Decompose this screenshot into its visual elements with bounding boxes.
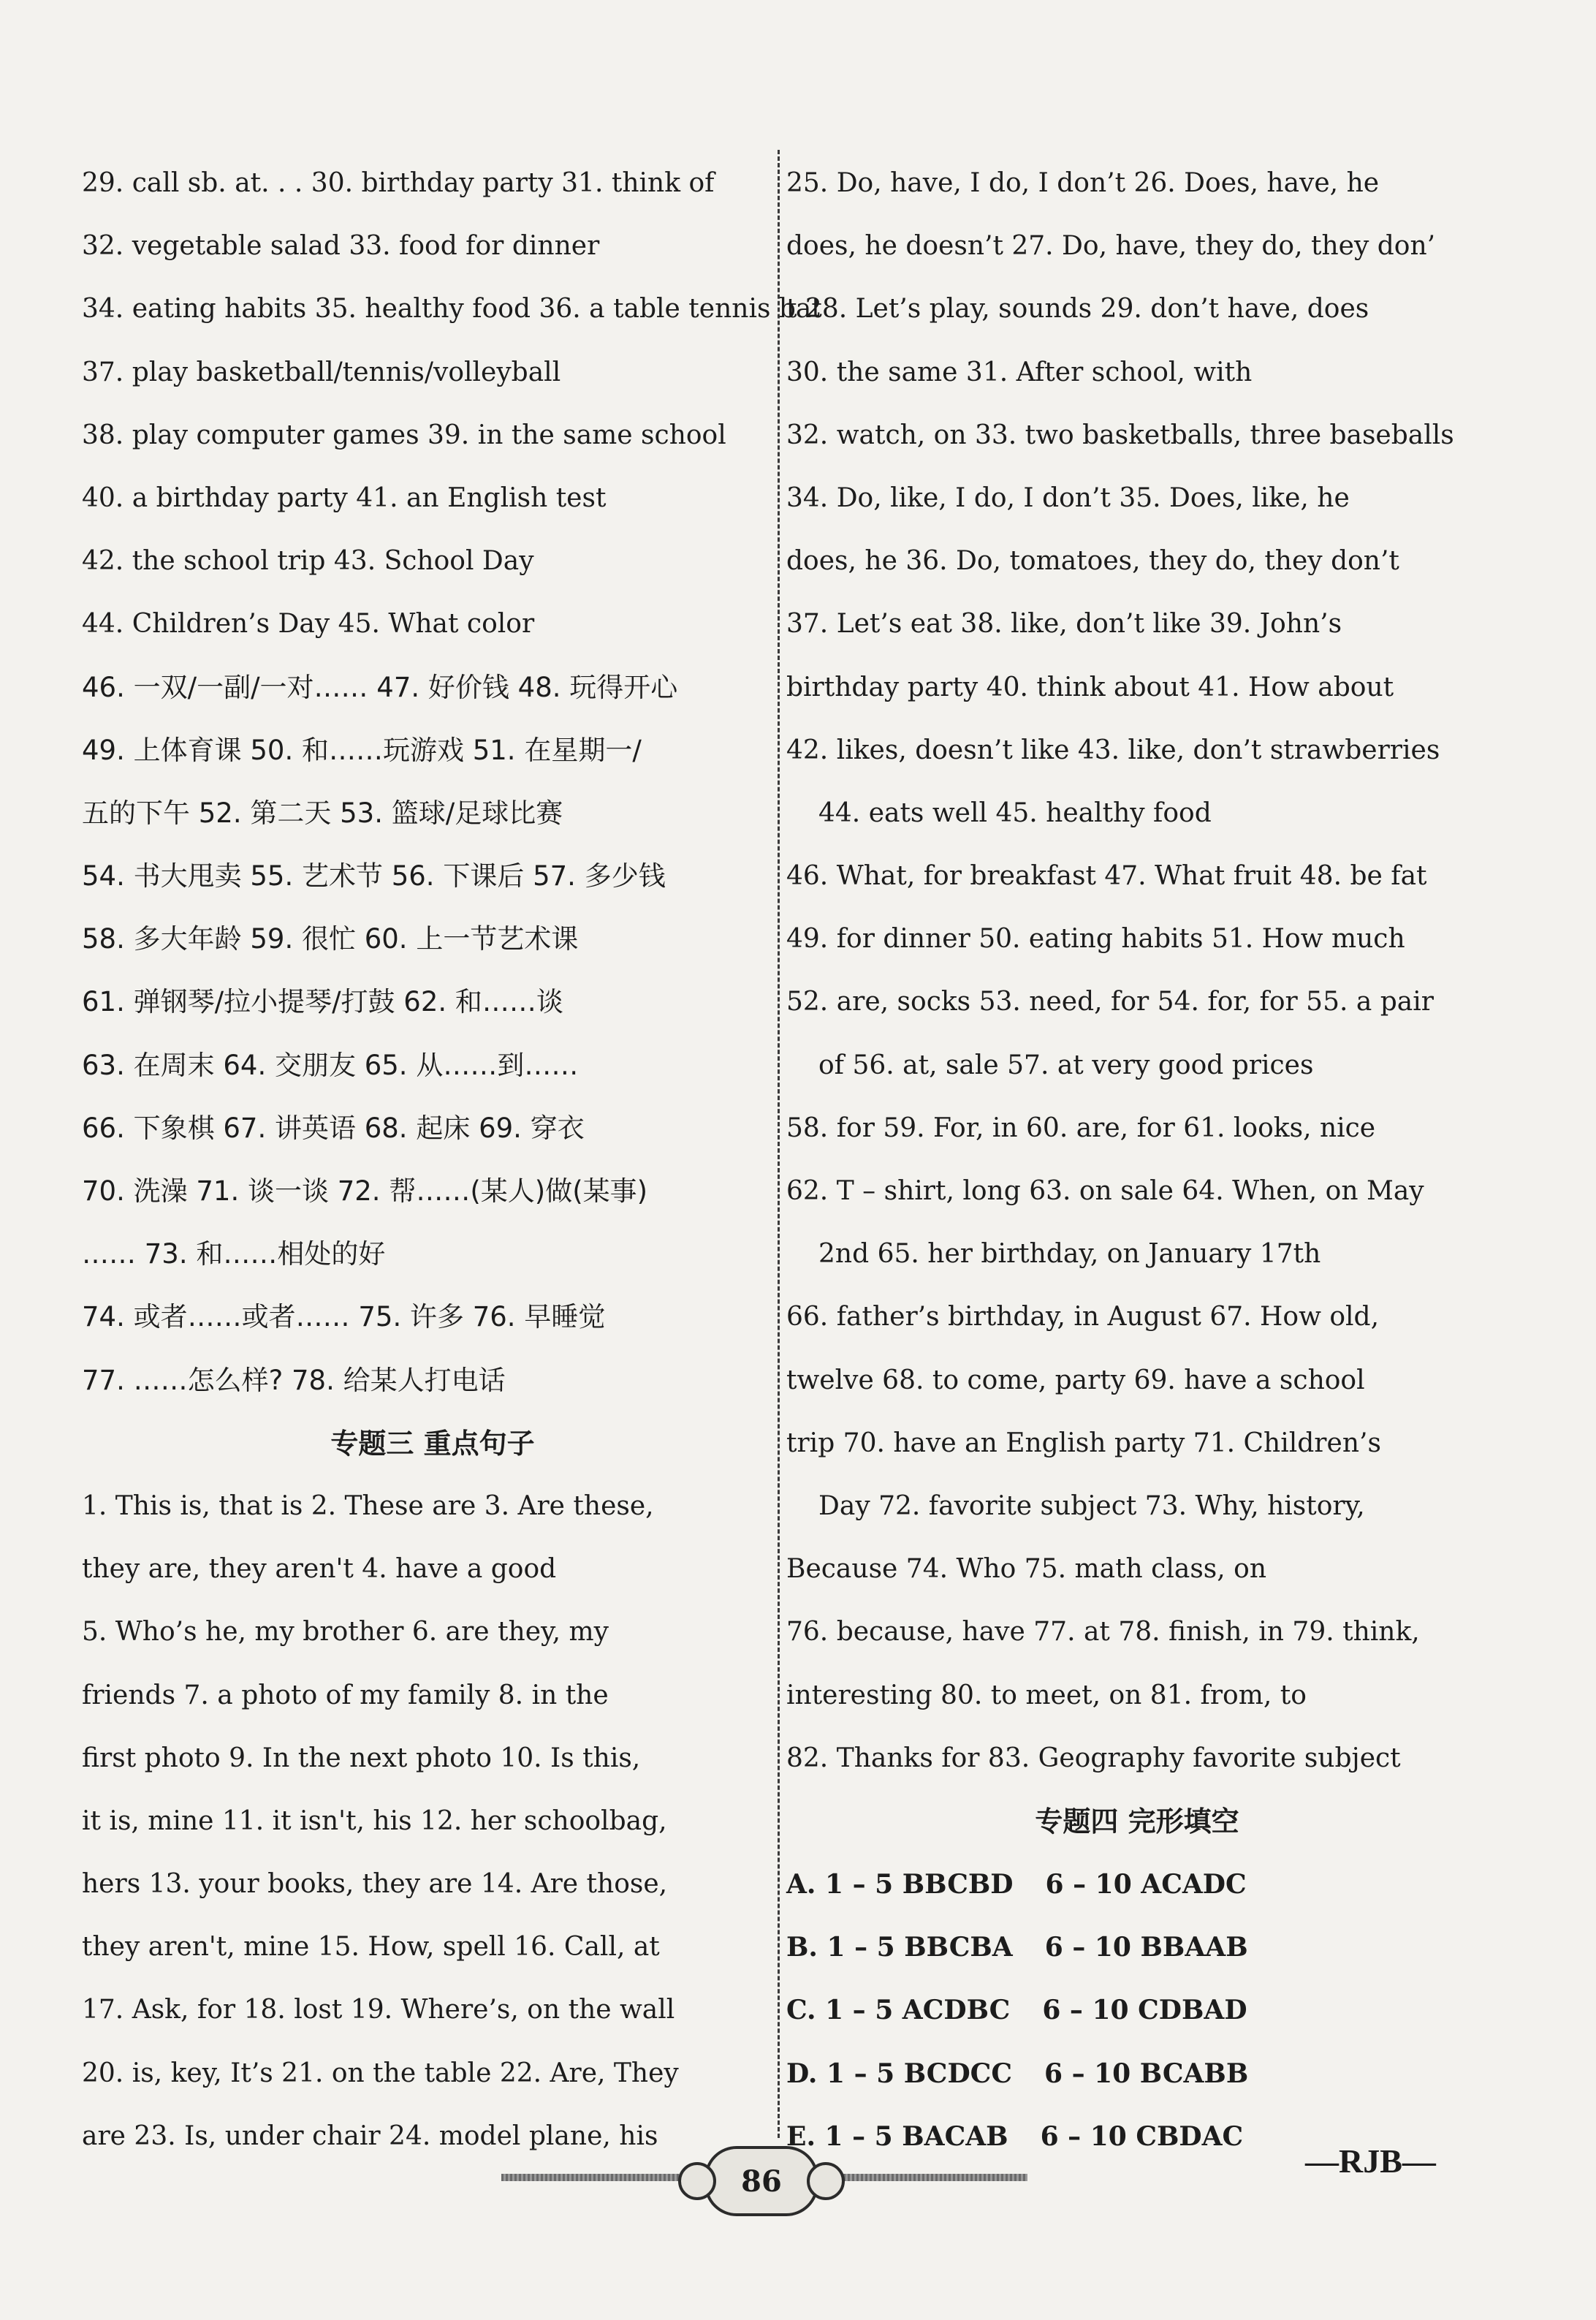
answer-line: first photo 9. In the next photo 10. Is this,: [82, 1743, 641, 1773]
right-column: [786, 152, 1488, 2168]
answer-line: 44. eats well 45. healthy food: [818, 797, 1212, 828]
answer-line: does, he 36. Do, tomatoes, they do, they don’t: [786, 546, 1399, 577]
left-column: [82, 152, 822, 2168]
cloze-answer-row: [786, 1916, 1488, 1979]
answer-line: 38. play computer games 39. in the same school: [82, 420, 726, 450]
answer-line: 30. the same 31. After school, with: [786, 357, 1253, 387]
cloze-answer-row: [786, 1979, 1488, 2042]
edition-mark: —RJB—: [1305, 2142, 1436, 2180]
answer-line: 42. the school trip 43. School Day: [82, 546, 534, 577]
answer-line: of 56. at, sale 57. at very good prices: [818, 1050, 1314, 1080]
answer-line: does, he doesn’t 27. Do, have, they do, they don’: [786, 231, 1436, 262]
cloze-answer-row: [786, 2042, 1488, 2105]
answer-line: 34. Do, like, I do, I don’t 35. Does, like, he: [786, 482, 1350, 513]
answer-line: 46. What, for breakfast 47. What fruit 48. be fat: [786, 861, 1427, 892]
answer-line: t 28. Let’s play, sounds 29. don’t have, does: [786, 294, 1369, 325]
cloze-set-answers-rest: 6 – 10 BBAAB: [1044, 1932, 1248, 1963]
answer-line: Because 74. Who 75. math class, on: [786, 1554, 1267, 1585]
answer-line: trip 70. have an English party 71. Children’s: [786, 1428, 1381, 1458]
answer-line: 58. 多大年龄 59. 很忙 60. 上一节艺术课: [82, 923, 579, 955]
cloze-set-answers: B. 1 – 5 BBCBA: [786, 1932, 1013, 1963]
answer-line: 52. are, socks 53. need, for 54. for, for 55. a pair: [786, 987, 1434, 1017]
answer-line: Day 72. favorite subject 73. Why, history,: [818, 1490, 1365, 1521]
answer-line: 63. 在周末 64. 交朋友 65. 从……到……: [82, 1049, 579, 1081]
answer-line: 37. Let’s eat 38. like, don’t like 39. John’s: [786, 609, 1342, 640]
answer-line: 82. Thanks for 83. Geography favorite subject: [786, 1743, 1401, 1773]
answer-line: 20. is, key, It’s 21. on the table 22. Are, They: [82, 2058, 679, 2088]
page-number: 86: [704, 2146, 818, 2216]
column-divider: [778, 150, 780, 2138]
answer-line: …… 73. 和……相处的好: [82, 1238, 386, 1270]
answer-line: 49. for dinner 50. eating habits 51. How much: [786, 924, 1405, 955]
cloze-set-answers-rest: 6 – 10 ACADC: [1045, 1869, 1247, 1900]
answer-line: birthday party 40. think about 41. How about: [786, 672, 1394, 702]
answer-line: 46. 一双/一副/一对…… 47. 好价钱 48. 玩得开心: [82, 671, 678, 703]
answer-line: 76. because, have 77. at 78. finish, in 79. think,: [786, 1617, 1420, 1648]
cloze-set-answers: A. 1 – 5 BBCBD: [786, 1869, 1014, 1900]
answer-line: 37. play basketball/tennis/volleyball: [82, 357, 561, 387]
answer-line: 58. for 59. For, in 60. are, for 61. looks, nice: [786, 1112, 1376, 1143]
cloze-set-answers: C. 1 – 5 ACDBC: [786, 1995, 1011, 2026]
answer-line: 34. eating habits 35. healthy food 36. a table tennis bat: [82, 294, 822, 325]
cloze-set-answers: E. 1 – 5 BACAB: [786, 2120, 1008, 2152]
answer-line: 42. likes, doesn’t like 43. like, don’t strawberries: [786, 735, 1440, 765]
answer-line: they aren't, mine 15. How, spell 16. Call, at: [82, 1932, 660, 1963]
cloze-answer-row: [786, 1853, 1488, 1916]
answer-line: 66. father’s birthday, in August 67. How old,: [786, 1302, 1380, 1333]
answer-line: they are, they aren't 4. have a good: [82, 1554, 557, 1585]
answer-line: 40. a birthday party 41. an English test: [82, 482, 607, 513]
answer-line: it is, mine 11. it isn't, his 12. her schoolbag,: [82, 1805, 667, 1836]
answer-line: 5. Who’s he, my brother 6. are they, my: [82, 1617, 609, 1648]
answer-line: 32. watch, on 33. two basketballs, three baseballs: [786, 420, 1454, 450]
answer-line: 1. This is, that is 2. These are 3. Are these,: [82, 1490, 654, 1521]
answer-line: 66. 下象棋 67. 讲英语 68. 起床 69. 穿衣: [82, 1112, 585, 1144]
cloze-set-answers-rest: 6 – 10 CBDAC: [1040, 2120, 1244, 2152]
answer-line: 77. ……怎么样? 78. 给某人打电话: [82, 1364, 506, 1396]
answer-line: 29. call sb. at. . . 30. birthday party 31. think of: [82, 168, 715, 198]
answer-line: interesting 80. to meet, on 81. from, to: [786, 1680, 1307, 1710]
answer-line: 25. Do, have, I do, I don’t 26. Does, have, he: [786, 168, 1380, 198]
cloze-set-answers: D. 1 – 5 BCDCC: [786, 2058, 1012, 2089]
answer-line: 70. 洗澡 71. 谈一谈 72. 帮……(某人)做(某事): [82, 1175, 648, 1207]
answer-line: 74. 或者……或者…… 75. 许多 76. 早睡觉: [82, 1301, 606, 1333]
section-heading-cloze: 专题四 完形填空: [1035, 1805, 1239, 1838]
cloze-set-answers-rest: 6 – 10 CDBAD: [1042, 1995, 1247, 2026]
answer-line: 32. vegetable salad 33. food for dinner: [82, 231, 600, 262]
answer-line: 54. 书大甩卖 55. 艺术节 56. 下课后 57. 多少钱: [82, 860, 666, 892]
answer-line: 49. 上体育课 50. 和……玩游戏 51. 在星期一/: [82, 734, 642, 766]
answer-line: twelve 68. to come, party 69. have a school: [786, 1365, 1365, 1395]
answer-line: 44. Children’s Day 45. What color: [82, 609, 535, 640]
cloze-set-answers-rest: 6 – 10 BCABB: [1044, 2058, 1249, 2089]
answer-line: are 23. Is, under chair 24. model plane, his: [82, 2120, 658, 2151]
answer-line: 62. T – shirt, long 63. on sale 64. When, on May: [786, 1176, 1424, 1206]
answer-line: 17. Ask, for 18. lost 19. Where’s, on the wall: [82, 1995, 675, 2025]
answer-line: 2nd 65. her birthday, on January 17th: [818, 1239, 1321, 1270]
answer-line: friends 7. a photo of my family 8. in the: [82, 1680, 609, 1710]
answer-line: hers 13. your books, they are 14. Are those,: [82, 1869, 668, 1900]
answer-line: 61. 弹钢琴/拉小提琴/打鼓 62. 和……谈: [82, 986, 563, 1018]
section-heading-key-sentences: 专题三 重点句子: [330, 1427, 535, 1460]
answer-line: 五的下午 52. 第二天 53. 篮球/足球比赛: [82, 797, 563, 829]
